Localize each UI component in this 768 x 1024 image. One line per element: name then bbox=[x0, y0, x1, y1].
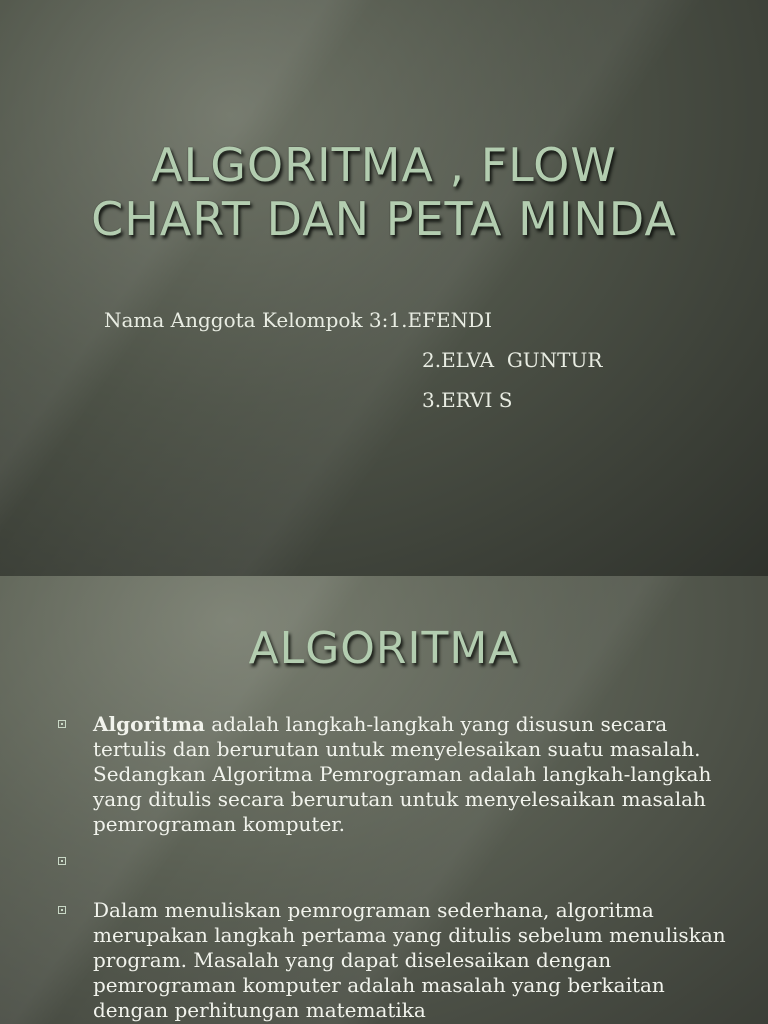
bullet-item-empty bbox=[56, 849, 736, 874]
presentation-title bbox=[0, 138, 768, 246]
member-line-1: Nama Anggota Kelompok 3:1.EFENDI bbox=[104, 308, 492, 332]
title-line-1: ALGORITMA , FLOW bbox=[151, 138, 617, 192]
bullet-square-icon bbox=[58, 720, 66, 728]
bullet-text: Dalam menuliskan pemrograman sederhana, algoritma merupakan langkah pertama yang ditulis sebelum menuliskan program. Masalah yang dapat diselesaikan dengan pemrograman komputer adalah masalah yang berkaitan dengan perhitungan matematika bbox=[93, 898, 726, 1022]
slide-title: ALGORITMA bbox=[248, 623, 520, 674]
bullet-text: adalah langkah-langkah yang disusun secara tertulis dan berurutan untuk menyelesaikan suatu masalah. Sedangkan Algoritma Pemrograman adalah langkah-langkah yang ditulis secara berurutan untuk menyelesaikan masalah pemrograman komputer. bbox=[93, 712, 712, 836]
bullet-square-icon bbox=[58, 857, 66, 865]
bullet-list bbox=[56, 712, 736, 1023]
member-line-3: 3.ERVI S bbox=[422, 388, 513, 412]
title-line-2: CHART DAN PETA MINDA bbox=[91, 192, 677, 246]
algoritma-slide bbox=[0, 576, 768, 1024]
member-line-2: 2.ELVA GUNTUR bbox=[422, 348, 603, 372]
bullet-item-definition bbox=[56, 712, 736, 837]
bullet-item-programming bbox=[56, 898, 736, 1023]
bullet-term: Algoritma bbox=[93, 712, 205, 736]
bullet-square-icon bbox=[58, 906, 66, 914]
group-members bbox=[104, 300, 704, 420]
